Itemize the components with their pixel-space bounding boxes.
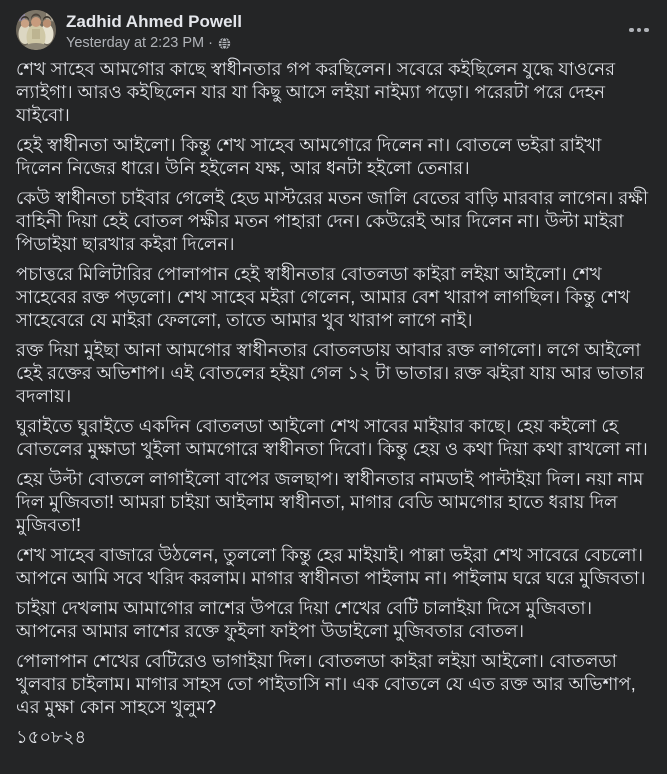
more-options-button[interactable] [621,12,657,48]
dot-separator: · [208,35,213,51]
post-paragraph: পোলাপান শেখের বেটিরেও ভাগাইয়া দিল। বোতলডা কাইরা লইয়া আইলো। বোতলডা খুলবার চাইলাম। মাগার সাহস তো পাইতাসি না। এক বোতলে যে এত রক্ত আর অভিশাপ, এর মুক্ষা কোন সাহসে খুলুম? [16,651,636,717]
timestamp[interactable]: Yesterday at 2:23 PM [66,35,205,51]
post-subline [66,34,621,52]
ellipsis-icon [629,28,649,33]
avatar[interactable] [16,10,56,50]
post-paragraph: চাইয়া দেখলাম আমাগোর লাশের উপরে দিয়া শেখের বেটি চালাইয়া দিসে মুজিবতা। আপনের আমার লাশের রক্তে ফুইলা ফাইপা উডাইলো মুজিবতার বোতল। [16,598,593,641]
author-name[interactable]: Zadhid Ahmed Powell [66,12,242,31]
post-paragraph: রক্ত দিয়া মুইছা আনা আমগোর স্বাধীনতার বোতলডায় আবার রক্ত লাগলো। লগে আইলো হেই রক্তের অভিশাপ। এই বোতলের হইয়া গেল ১২ টা ভাতার। রক্ত ঝইরা যায় আর ভাতার বদলায়। [16,340,645,406]
post-paragraph: ঘুরাইতে ঘুরাইতে একদিন বোতলডা আইলো শেখ সাবের মাইয়ার কাছে। হেয় কইলো হে বোতলের মুক্ষাডা খুইলা আমগোরে স্বাধীনতা দিবো। কিন্তু হেয় ও কথা দিয়া কথা রাখলো না। [16,416,648,459]
post-paragraph: হেয় উল্টা বোতলে লাগাইলো বাপের জলছাপ। স্বাধীনতার নামডাই পাল্টাইয়া দিল। নয়া নাম দিল মুজিবতা! আমরা চাইয়া আইলাম স্বাধীনতা, মাগার বেডি আমগোর হাতে ধরায় দিল মুজিবতা! [16,469,644,535]
post-paragraph: কেউ স্বাধীনতা চাইবার গেলেই হেড মাস্টরের মতন জালি বেতের বাড়ি মারবার লাগেন। রক্ষী বাহিনী দিয়া হেই বোতল পক্ষীর মতন পাহারা দেন। কেউরেই আর দিলেন না। উল্টা মাইরা পিডাইয়া ছারখার কইরা দিলেন। [16,188,649,254]
globe-icon [218,37,231,50]
post-paragraph: ১৫০৮২৪ [16,727,87,747]
post-meta [66,10,621,52]
post-text [0,56,667,749]
post-paragraph: পচাত্তরে মিলিটারির পোলাপান হেই স্বাধীনতার বোতলডা কাইরা লইয়া আইলো। শেখ সাহেবের রক্ত পড়লো। শেখ সাহেব মইরা গেলেন, আমার বেশ খারাপ লাগছিল। কিন্তু শেখ সাহেবেরে যে মাইরা ফেললো, তাতে আমার খুব খারাপ লাগে নাই। [16,264,631,330]
post-paragraph: শেখ সাহেব বাজারে উঠলেন, তুললো কিন্তু হের মাইয়াই। পাল্লা ভইরা শেখ সাবেরে বেচলো। আপনে আমি সবে খরিদ করলাম। মাগার স্বাধীনতা পাইলাম না। পাইলাম ঘরে ঘরে মুজিবতা। [16,545,646,588]
post-paragraph: হেই স্বাধীনতা আইলো। কিন্তু শেখ সাহেব আমগোরে দিলেন না। বোতলে ভইরা রাইখা দিলেন নিজের ধারে। উনি হইলেন যক্ষ, আর ধনটা হইলো তেনার। [16,135,602,178]
post-header [0,0,667,56]
post-paragraph: শেখ সাহেব আমগোর কাছে স্বাধীনতার গপ করছিলেন। সবেরে কইছিলেন যুদ্ধে যাওনের ল্যাইগা। আরও কইছিলেন যার যা কিছু আসে লইয়া নাইম্যা পড়ো। পরেরটা পরে দেহন যাইবো। [16,59,616,125]
profile-photo-icon [16,10,56,50]
